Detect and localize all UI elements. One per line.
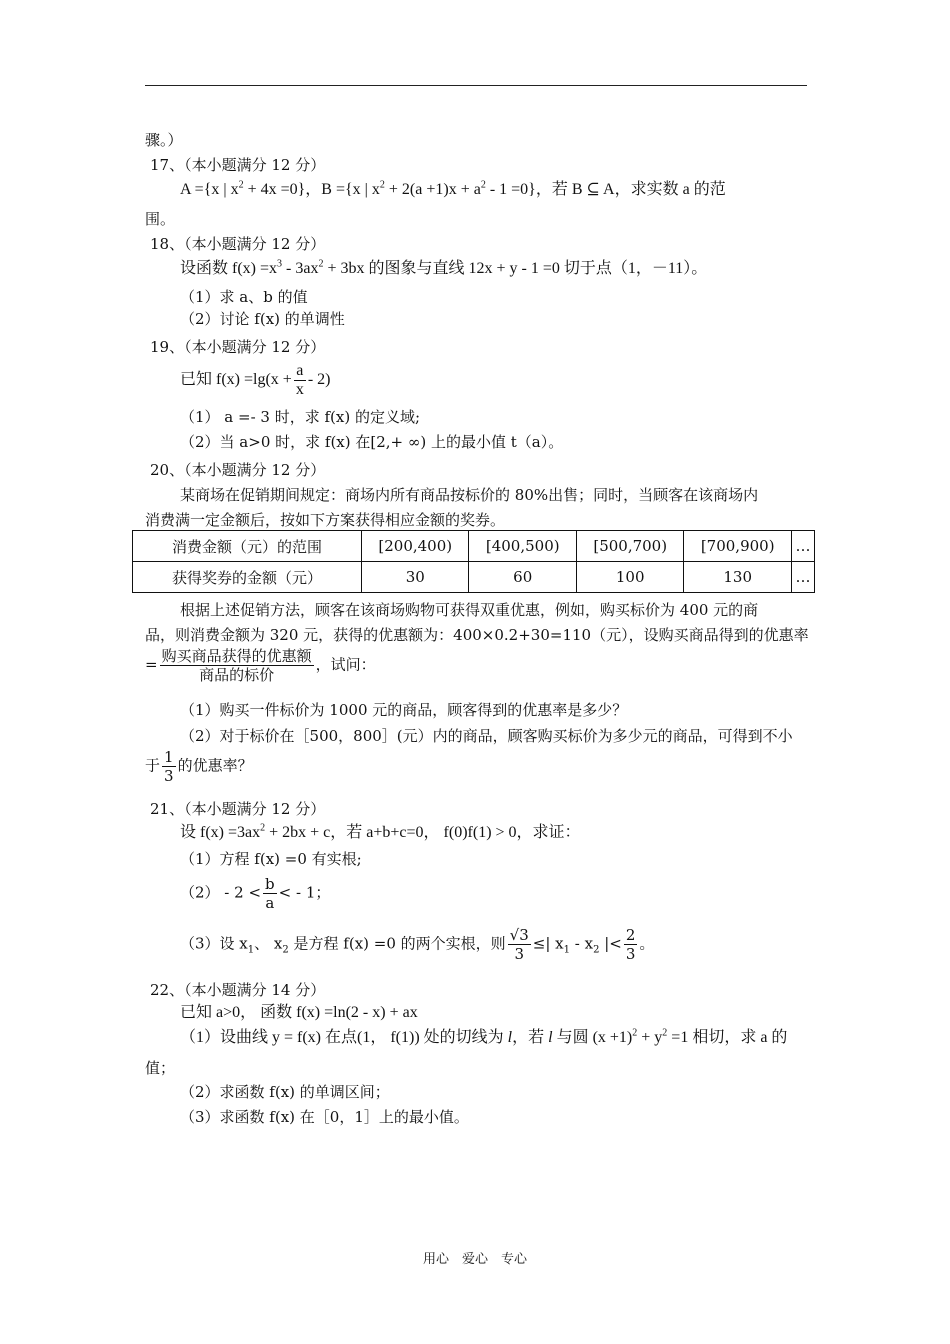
table-cell: … bbox=[791, 531, 814, 562]
problem-19-heading: 19、（本小题满分 12 分） bbox=[150, 338, 326, 356]
table-cell: [400,500) bbox=[469, 531, 576, 562]
problem-20-text: 某商场在促销期间规定：商场内所有商品按标价的 80%出售；同时，当顾客在该商场内 bbox=[180, 486, 759, 504]
table-cell: [200,400) bbox=[362, 531, 469, 562]
reward-table bbox=[132, 530, 815, 593]
header-rule bbox=[145, 85, 807, 86]
problem-20-part-2: （2）对于标价在［500，800］(元）内的商品，顾客购买标价为多少元的商品，可得到不小 bbox=[180, 727, 793, 745]
table-cell: 60 bbox=[469, 562, 576, 593]
problem-20-part-1: （1）购买一件标价为 1000 元的商品，顾客得到的优惠率是多少？ bbox=[180, 701, 628, 719]
table-cell: [500,700) bbox=[576, 531, 683, 562]
problem-20-text: 品，则消费金额为 320 元，获得的优惠额为：400×0.2+30=110（元），设购买商品得到的优惠率 bbox=[145, 626, 809, 644]
problem-22-heading: 22、（本小题满分 14 分） bbox=[150, 981, 326, 999]
problem-22-part-1: （1）设曲线 y = f(x) 在点(1， f(1)) 处的切线为 l，若 l 与圆 $(x +1)^2 + y^2 =1$ 相切，求 a 的 bbox=[180, 1027, 788, 1046]
table-cell: 消费金额（元）的范围 bbox=[133, 531, 362, 562]
problem-18-part-1: （1）求 a、b 的值 bbox=[180, 288, 308, 306]
problem-17-heading: 17、（本小题满分 12 分） bbox=[150, 156, 326, 174]
problem-18-part-2: （2）讨论 f(x) 的单调性 bbox=[180, 310, 345, 328]
problem-20-heading: 20、（本小题满分 12 分） bbox=[150, 461, 326, 479]
table-cell: 获得奖券的金额（元） bbox=[133, 562, 362, 593]
problem-20-text: 根据上述促销方法，顾客在该商场购物可获得双重优惠，例如，购买标价为 400 元的商 bbox=[180, 601, 759, 619]
problem-18-statement: 设函数 $f(x) =x^3 - 3ax^2 + 3bx$ 的图象与直线 12x + y - 1 =0 切于点（1，－11）。 bbox=[180, 258, 708, 277]
problem-19-part-2: （2）当 a>0 时，求 f(x) 在[2,+ ∞) 上的最小值 t（a）。 bbox=[180, 433, 564, 451]
table-cell: 130 bbox=[684, 562, 791, 593]
text-line: 骤。） bbox=[145, 131, 183, 149]
problem-21-heading: 21、（本小题满分 12 分） bbox=[150, 800, 326, 818]
page-footer: 用心 爱心 专心 bbox=[422, 1252, 527, 1267]
problem-21-part-1: （1）方程 f(x) =0 有实根; bbox=[180, 850, 362, 868]
table-cell: 100 bbox=[576, 562, 683, 593]
problem-21-part-2: （2） - 2 < $\frac{b}{a}$ < - 1； bbox=[180, 875, 331, 912]
problem-22-part-2: （2）求函数 f(x) 的单调区间； bbox=[180, 1083, 390, 1101]
problem-21-part-3: （3）设 $x_1$、 $x_2$ 是方程 f(x) =0 的两个实根，则 $\frac{√3}{3}$ ≤| $x_1 - x_2$ |< $\frac{2}{3}$ 。 bbox=[180, 926, 655, 963]
problem-21-statement: 设 $f(x) =3ax^2 + 2bx + c$，若 a+b+c=0， f(0)f(1) > 0，求证： bbox=[180, 822, 581, 841]
table-cell: [700,900) bbox=[684, 531, 791, 562]
table-cell: … bbox=[791, 562, 814, 593]
problem-20-formula: = $\frac{\text{购买商品获得的优惠额}}{\text{商品的标价}}$ ，试问： bbox=[145, 647, 376, 684]
problem-19-statement: 已知 f(x) =lg(x + $\frac{a}{x}$ - 2) bbox=[180, 362, 331, 398]
problem-18-heading: 18、（本小题满分 12 分） bbox=[150, 235, 326, 253]
table-cell: 30 bbox=[362, 562, 469, 593]
text-line: 值； bbox=[145, 1059, 176, 1077]
problem-20-part-2-cont: 于 $\frac{1}{3}$ 的优惠率？ bbox=[145, 748, 253, 785]
problem-20-text: 消费满一定金额后，按如下方案获得相应金额的奖券。 bbox=[145, 511, 506, 529]
problem-22-part-3: （3）求函数 f(x) 在［0，1］上的最小值。 bbox=[180, 1108, 469, 1126]
table-row bbox=[133, 531, 815, 562]
table-row bbox=[133, 562, 815, 593]
problem-17-statement: A ={x | $x^2 + 4x =0$}，B ={x | $x^2 + 2(a +1)x + a^2 - 1 =0$}，若 B ⊆ A，求实数 a 的范 bbox=[180, 179, 726, 198]
problem-19-part-1: （1） a =- 3 时，求 f(x) 的定义域; bbox=[180, 408, 421, 426]
problem-22-statement: 已知 a>0， 函数 f(x) =ln(2 - x) + ax bbox=[180, 1004, 418, 1021]
text-line: 围。 bbox=[145, 210, 176, 228]
